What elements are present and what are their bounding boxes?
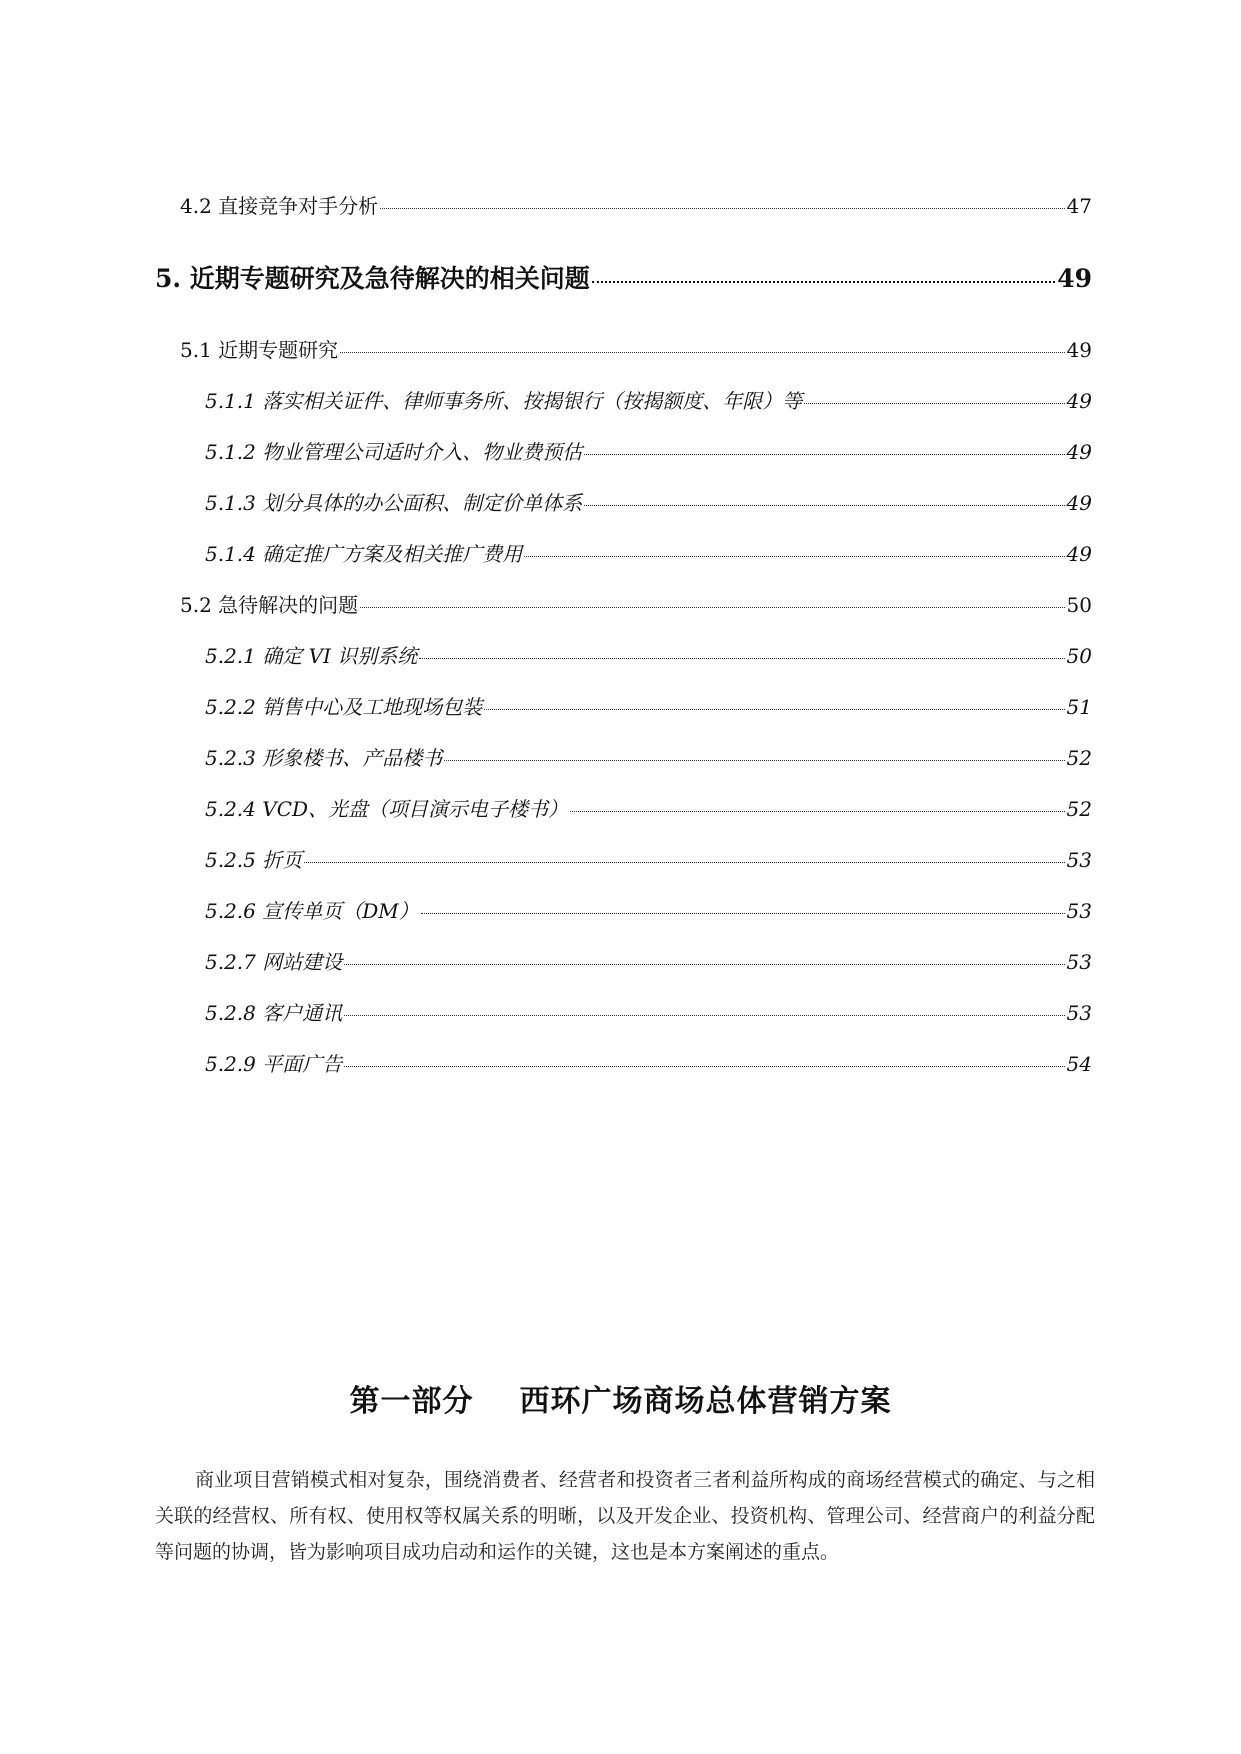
intro-paragraph: 商业项目营销模式相对复杂，围绕消费者、经营者和投资者三者利益所构成的商场经营模式的确定、与之相关联的经营权、所有权、使用权等权属关系的明晰，以及开发企业、投资机构、管理公司、经营商户的利益分配等问题的协调，皆为影响项目成功启动和运作的关键，这也是本方案阐述的重点。 <box>155 1469 1095 1563</box>
toc-leader-dots <box>444 760 1064 761</box>
toc-entry-page: 51 <box>1066 695 1092 719</box>
toc-entry-label: 4.2 直接竞争对手分析 <box>180 194 379 218</box>
toc-entry-page: 53 <box>1066 899 1092 923</box>
toc-leader-dots <box>344 1015 1064 1016</box>
toc-leader-dots <box>804 403 1064 404</box>
toc-entry-page: 53 <box>1066 1001 1092 1025</box>
toc-leader-dots <box>360 607 1064 608</box>
toc-entry[interactable] <box>180 589 1092 618</box>
toc-entry[interactable] <box>205 742 1092 771</box>
toc-leader-dots <box>584 505 1064 506</box>
toc-entry-label: 5.2.6 宣传单页（DM） <box>205 899 419 923</box>
toc-entry-label: 5.2.2 销售中心及工地现场包装 <box>205 695 483 719</box>
toc-leader-dots <box>421 913 1065 914</box>
toc-leader-dots <box>484 709 1064 710</box>
toc-leader-dots <box>340 352 1064 353</box>
toc-entry[interactable] <box>205 946 1092 975</box>
toc-entry-label: 5.1.3 划分具体的办公面积、制定价单体系 <box>205 491 583 515</box>
toc-entry-label: 5.1.4 确定推广方案及相关推广费用 <box>205 542 523 566</box>
toc-leader-dots <box>344 1066 1064 1067</box>
toc-leader-dots <box>570 811 1065 812</box>
toc-entry[interactable] <box>205 691 1092 720</box>
toc-leader-dots <box>584 454 1064 455</box>
toc-entry[interactable] <box>180 334 1092 363</box>
toc-entry[interactable] <box>205 844 1092 873</box>
toc-entry-label: 5. 近期专题研究及急待解决的相关问题 <box>155 264 590 293</box>
toc-entry-page: 50 <box>1066 593 1092 617</box>
toc-entry-page: 49 <box>1066 338 1092 362</box>
toc-entry[interactable] <box>205 997 1092 1026</box>
toc-entry[interactable] <box>205 538 1092 567</box>
toc-entry-label: 5.2.7 网站建设 <box>205 950 343 974</box>
toc-entry-page: 47 <box>1066 194 1092 218</box>
toc-entry-page: 52 <box>1066 797 1092 821</box>
toc-leader-dots <box>419 658 1064 659</box>
toc-entry-label: 5.2.1 确定 VI 识别系统 <box>205 644 418 668</box>
toc-entry-label: 5.2.5 折页 <box>205 848 303 872</box>
toc-entry-page: 53 <box>1066 950 1092 974</box>
toc-entry-label: 5.2.4 VCD、光盘（项目演示电子楼书） <box>205 797 569 821</box>
toc-entry-page: 53 <box>1066 848 1092 872</box>
section-part-label: 第一部分 <box>349 1384 474 1419</box>
toc-leader-dots <box>380 208 1064 209</box>
toc-entry[interactable] <box>155 259 1092 295</box>
toc-entry[interactable] <box>205 436 1092 465</box>
toc-leader-dots <box>304 862 1064 863</box>
toc-entry[interactable] <box>180 190 1092 219</box>
toc-entry[interactable] <box>205 640 1092 669</box>
toc-entry[interactable] <box>205 895 1092 924</box>
toc-leader-dots <box>524 556 1064 557</box>
toc-entry[interactable] <box>205 793 1092 822</box>
toc-entry-label: 5.1 近期专题研究 <box>180 338 339 362</box>
toc-entry-label: 5.2 急待解决的问题 <box>180 593 359 617</box>
toc-entry-page: 49 <box>1066 542 1092 566</box>
toc-entry-label: 5.1.1 落实相关证件、律师事务所、按揭银行（按揭额度、年限）等 <box>205 389 803 413</box>
toc-entry-page: 49 <box>1057 264 1092 293</box>
toc-entry-page: 50 <box>1066 644 1092 668</box>
toc-entry-page: 49 <box>1066 491 1092 515</box>
toc-entry-page: 49 <box>1066 440 1092 464</box>
toc-entry-label: 5.2.3 形象楼书、产品楼书 <box>205 746 443 770</box>
toc-entry-page: 52 <box>1066 746 1092 770</box>
toc-entry[interactable] <box>205 1048 1092 1077</box>
toc-leader-dots <box>344 964 1064 965</box>
toc-entry-label: 5.1.2 物业管理公司适时介入、物业费预估 <box>205 440 583 464</box>
toc-leader-dots <box>592 281 1055 283</box>
toc-entry-page: 49 <box>1066 389 1092 413</box>
toc-entry-label: 5.2.9 平面广告 <box>205 1052 343 1076</box>
section-title: 西环广场商场总体营销方案 <box>519 1384 892 1419</box>
toc-entry-page: 54 <box>1066 1052 1092 1076</box>
toc-entry[interactable] <box>205 487 1092 516</box>
section-heading <box>0 1376 1241 1420</box>
toc-entry[interactable] <box>205 385 1092 414</box>
toc-entry-label: 5.2.8 客户通讯 <box>205 1001 343 1025</box>
